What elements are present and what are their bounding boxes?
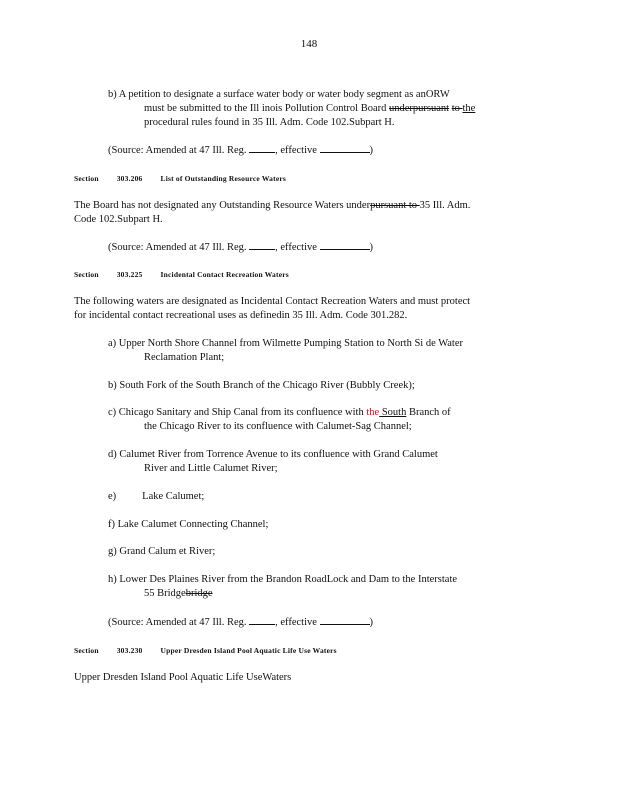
list-item-g: g) Grand Calum et River; [108,546,216,557]
source-note-1: (Source: Amended at 47 Ill. Reg. , effective ) [108,145,374,156]
source-note-3: (Source: Amended at 47 Ill. Reg. , effective ) [108,617,374,628]
date-blank [320,240,370,250]
petition-paragraph [108,88,475,130]
reg-blank [249,143,275,153]
list-item-d: d) Calumet River from Torrence Avenue to its confluence with Grand Calumet River and Little Calumet River; [108,449,438,474]
list-item-f: f) Lake Calumet Connecting Channel; [108,519,269,530]
list-item-c: c) Chicago Sanitary and Ship Canal from its confluence with the South Branch of the Chicago River to its confluence with Calumet-Sag Channel; [108,407,451,432]
petition-line-3: procedural rules found in 35 Ill. Adm. Code 102.Subpart H. [144,117,395,128]
deleted-text: to [451,103,463,114]
reg-blank [249,240,275,250]
reg-blank [249,615,275,625]
list-item-e: e) Lake Calumet; [108,491,205,502]
board-paragraph [74,199,470,227]
page-number: 148 [300,38,318,50]
section-heading-225: Section 303.225 Incidental Contact Recreation Waters [74,270,289,279]
board-line-2: Code 102.Subpart H. [74,214,163,225]
list-item-a: a) Upper North Shore Channel from Wilmette Pumping Station to North Si de Water Reclamation Plant; [108,338,463,363]
inserted-red-text: the [366,407,380,418]
deleted-text: underpursuant [389,103,450,114]
following-line-2: for incidental contact recreational uses as definedin 35 Ill. Adm. Code 301.282. [74,310,408,321]
section-heading-230: Section 303.230 Upper Dresden Island Pool Aquatic Life Use Waters [74,646,337,655]
final-paragraph: Upper Dresden Island Pool Aquatic Life UseWaters [74,672,292,683]
date-blank [320,615,370,625]
date-blank [320,143,370,153]
board-line-1: The Board has not designated any Outstanding Resource Waters underpursuant to 35 Ill. Adm. [74,200,471,211]
section-heading-206: Section 303.206 List of Outstanding Resource Waters [74,174,286,183]
petition-line-1: b) A petition to designate a surface water body or water body segment as anORW [108,89,450,100]
petition-line-2: must be submitted to the Ill inois Pollution Control Board underpursuant to the [144,103,476,114]
following-paragraph [74,295,470,323]
deleted-text: bridge [185,588,213,599]
list-item-h: h) Lower Des Plaines River from the Brandon RoadLock and Dam to the Interstate 55 Bridgebridge [108,574,458,599]
inserted-text: the [462,103,476,114]
source-note-2: (Source: Amended at 47 Ill. Reg. , effective ) [108,242,374,253]
following-line-1: The following waters are designated as Incidental Contact Recreation Waters and must protect [74,296,471,307]
deleted-text: pursuant to [370,200,420,211]
list-item-b: b) South Fork of the South Branch of the Chicago River (Bubbly Creek); [108,380,415,391]
